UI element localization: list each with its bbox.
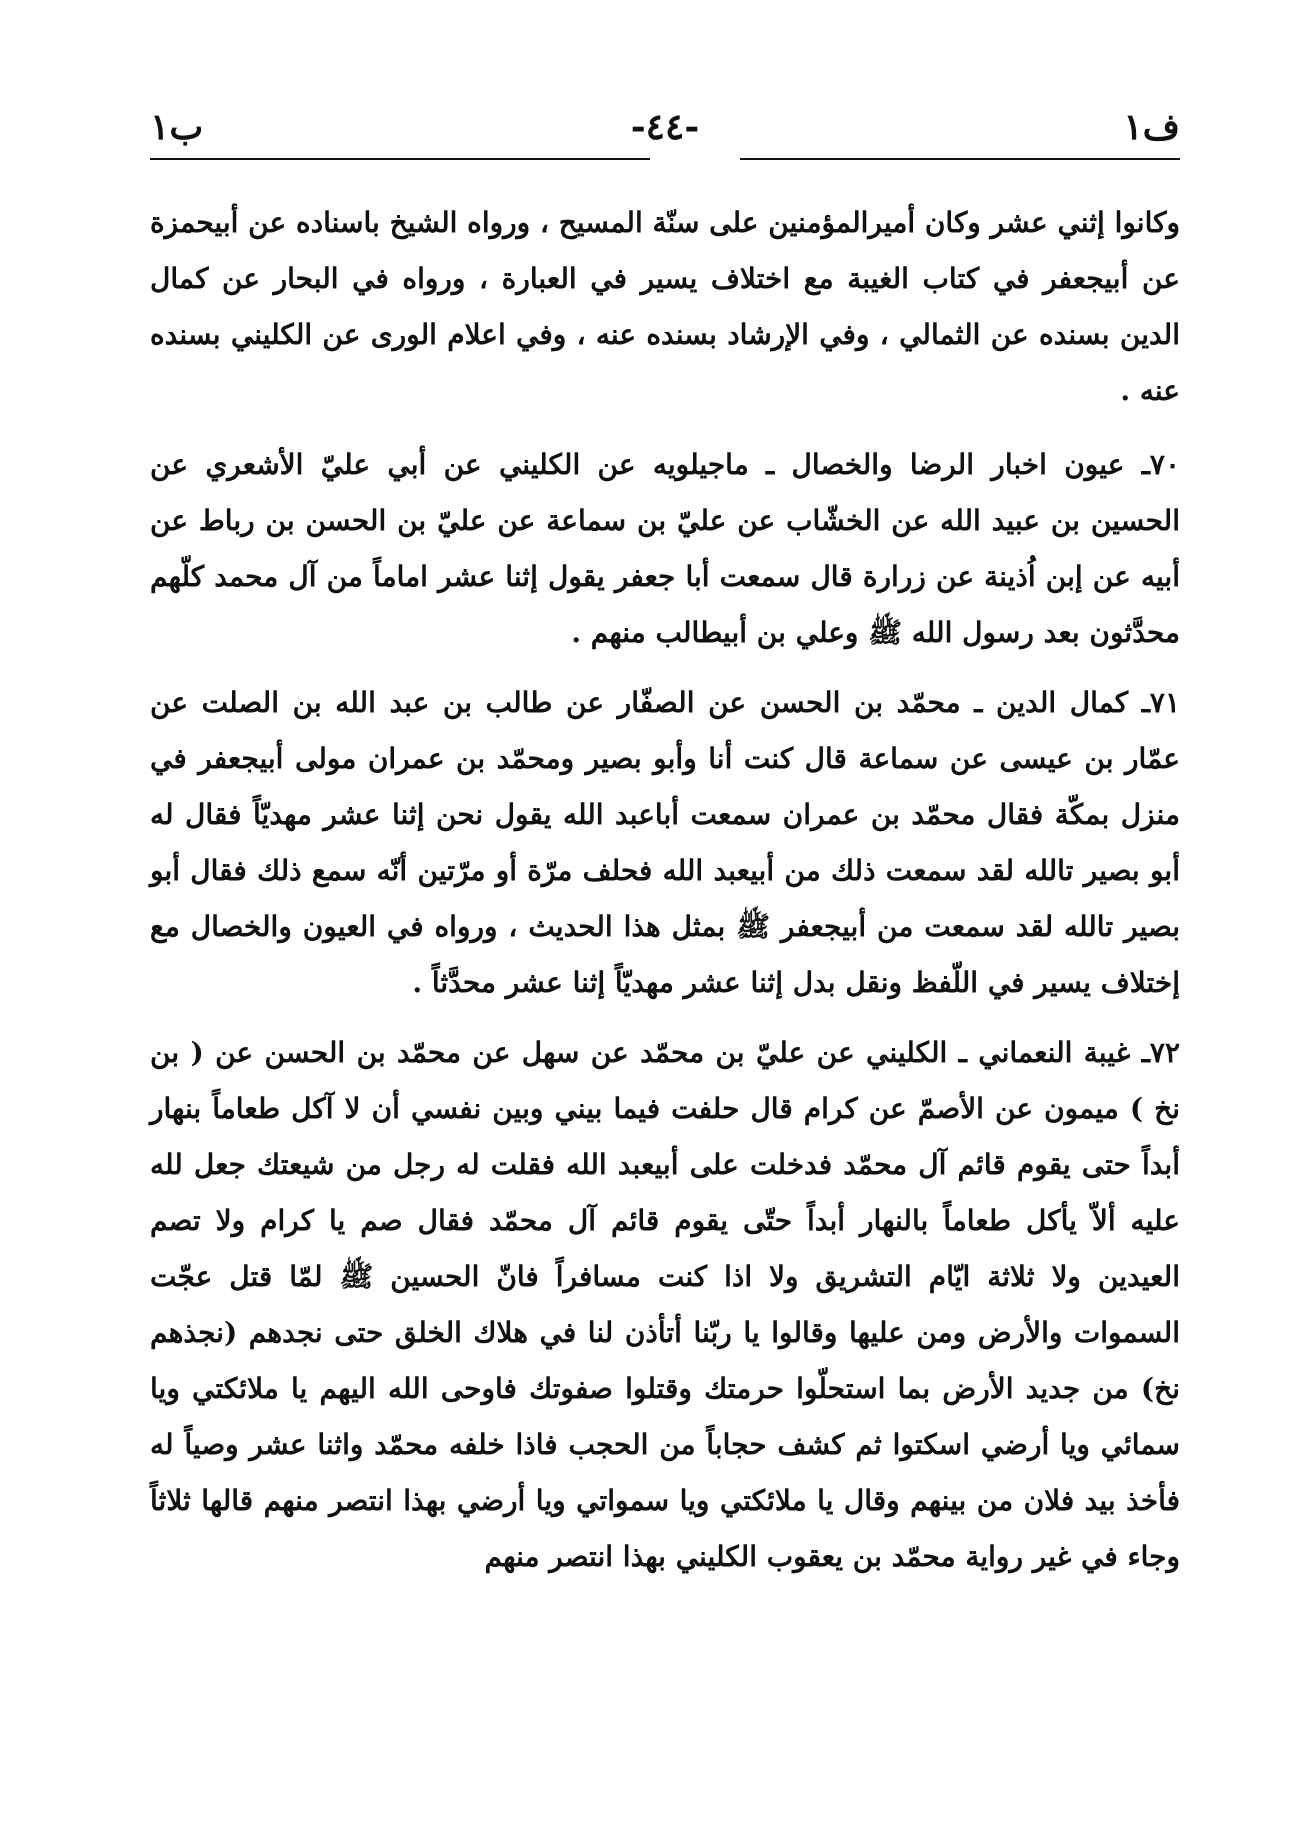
paragraph-hadith-70: ٧٠ـ عيون اخبار الرضا والخصال ـ ماجيلويه عن الكليني عن أبي عليّ الأشعري عن الحسين بن عبيد الله عن الخشّاب عن عليّ بن سماعة عن عليّ بن الحسن بن رباط عن أبيه عن إبن اُذينة عن زرارة قال سمعت أبا جعفر يقول إثنا عشر اماماً من آل محمد كلّهم محدَّثون بعد رسول الله ﷺ وعلي بن أبيطالب منهم . [150,448,1180,649]
page-body [150,195,1180,1599]
paragraph-hadith-71: ٧١ـ كمال الدين ـ محمّد بن الحسن عن الصفّار عن طالب بن عبد الله بن الصلت عن عمّار بن عيسى عن سماعة قال كنت أنا وأبو بصير ومحمّد بن عمران مولى أبيجعفر في منزل بمكّة فقال محمّد بن عمران سمعت أباعبد الله يقول نحن إثنا عشر مهديّاً فقال له أبو بصير تالله لقد سمعت ذلك من أبيعبد الله فحلف مرّة أو مرّتين أنّه سمع ذلك فقال أبو بصير تالله لقد سمعت من أبيجعفر ﷺ بمثل هذا الحديث ، ورواه في العيون والخصال مع إختلاف يسير في اللّفظ ونقل بدل إثنا عشر مهديّاً إثنا عشر محدَّثاً . [150,686,1180,999]
header-rule-right [740,158,1180,160]
page-number: -٤٤- [630,106,700,148]
paragraph-continuation: وكانوا إثني عشر وكان أميرالمؤمنين على سنّة المسيح ، ورواه الشيخ باسناده عن أبيحمزة عن أبيجعفر في كتاب الغيبة مع اختلاف يسير في العبارة ، ورواه في البحار عن كمال الدين بسنده عن الثمالي ، وفي الإرشاد بسنده عنه ، وفي اعلام الورى عن الكليني بسنده عنه . [150,206,1180,407]
page-header [150,100,1180,160]
paragraph-hadith-72: ٧٢ـ غيبة النعماني ـ الكليني عن عليّ بن محمّد عن سهل عن محمّد بن الحسن عن ( بن نخ ) ميمون عن الأصمّ عن كرام قال حلفت فيما بيني وبين نفسي أن لا آكل طعاماً بنهار أبداً حتى يقوم قائم آل محمّد فدخلت على أبيعبد الله فقلت له رجل من شيعتك جعل لله عليه ألاّ يأكل طعاماً بالنهار أبداً حتّى يقوم قائم آل محمّد فقال صم يا كرام ولا تصم العيدين ولا ثلاثة ايّام التشريق ولا اذا كنت مسافراً فانّ الحسين ﷺ لمّا قتل عجّت السموات والأرض ومن عليها وقالوا يا ربّنا أتأذن لنا في هلاك الخلق حتى نجدهم (نجذهم نخ) من جديد الأرض بما استحلّوا حرمتك وقتلوا صفوتك فاوحى الله اليهم يا ملائكتي ويا سمائي ويا أرضي اسكتوا ثم كشف حجاباً من الحجب فاذا خلفه محمّد واثنا عشر وصياً له فأخذ بيد فلان من بينهم وقال يا ملائكتي ويا سمواتي ويا أرضي بهذا انتصر منهم قالها ثلاثاً وجاء في غير رواية محمّد بن يعقوب الكليني بهذا انتصر منهم [150,1036,1180,1573]
header-right-label: ف١ [1123,106,1180,148]
header-rule-left [150,158,650,160]
header-left-label: ب١ [150,106,204,148]
